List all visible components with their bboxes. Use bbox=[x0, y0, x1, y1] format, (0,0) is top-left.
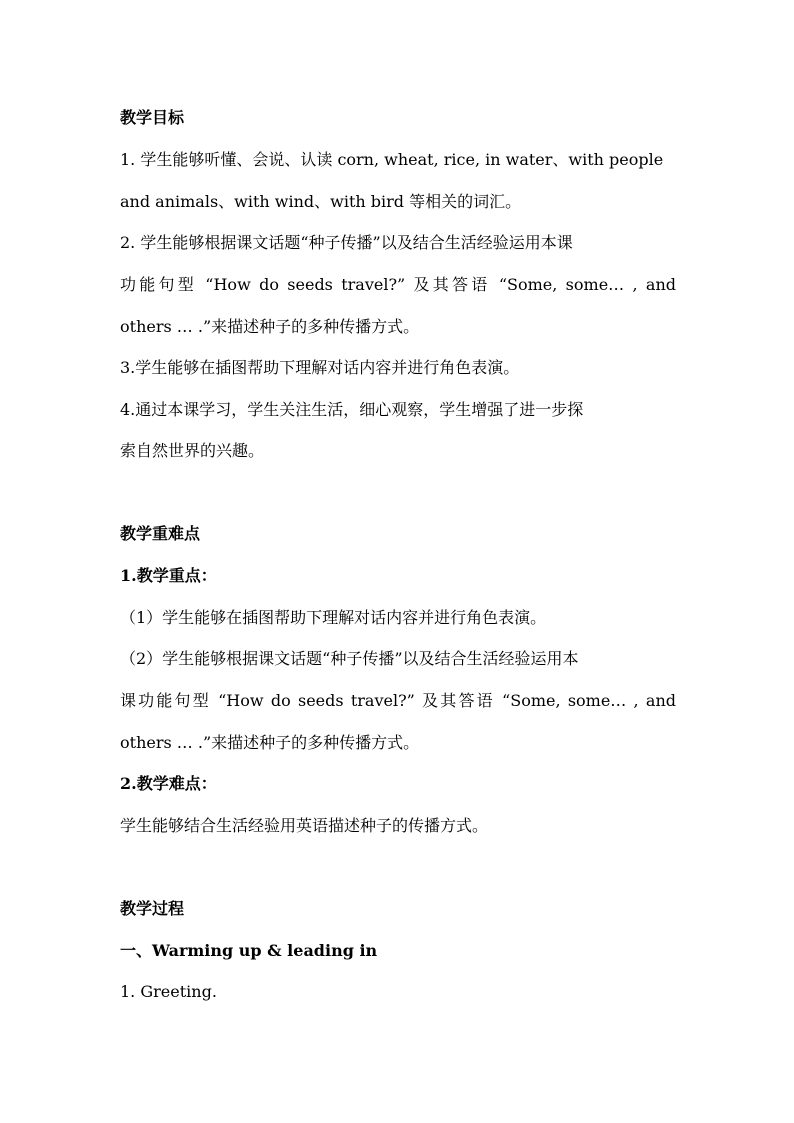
difficulty-1: 学生能够结合生活经验用英语描述种子的传播方式。 bbox=[120, 816, 489, 835]
goal-1-line-2: and animals、with wind、with bird 等相关的词汇。 bbox=[120, 192, 522, 211]
process-step-1: 1. Greeting. bbox=[120, 982, 217, 1001]
focus-1: （1）学生能够在插图帮助下理解对话内容并进行角色表演。 bbox=[120, 608, 547, 627]
difficulty-heading: 2.教学难点： bbox=[120, 774, 217, 793]
process-section-1: 一、Warming up & leading in bbox=[120, 941, 378, 960]
focus-2-line-1: （2）学生能够根据课文话题“种子传播”以及结合生活经验运用本 bbox=[120, 649, 579, 668]
goal-4-line-2: 索自然世界的兴趣。 bbox=[120, 441, 265, 460]
focus-heading: 1.教学重点： bbox=[120, 566, 217, 585]
goal-4-line-1: 4.通过本课学习，学生关注生活，细心观察，学生增强了进一步探 bbox=[120, 400, 584, 419]
goal-1-line-1: 1. 学生能够听懂、会说、认读 corn, wheat, rice, in water、with people bbox=[120, 150, 664, 169]
process-heading: 教学过程 bbox=[120, 899, 185, 918]
focus-2-line-3: others … .”来描述种子的多种传播方式。 bbox=[120, 733, 420, 752]
focus-2-line-2: 课功能句型 “How do seeds travel?” 及其答语 “Some, some… , and bbox=[120, 691, 676, 710]
goal-3: 3.学生能够在插图帮助下理解对话内容并进行角色表演。 bbox=[120, 358, 520, 377]
goal-2-line-1: 2. 学生能够根据课文话题“种子传播”以及结合生活经验运用本课 bbox=[120, 233, 573, 252]
goal-2-line-3: others … .”来描述种子的多种传播方式。 bbox=[120, 317, 420, 336]
goal-2-line-2: 功能句型 “How do seeds travel?” 及其答语 “Some, some… , and bbox=[120, 275, 676, 294]
key-points-heading: 教学重难点 bbox=[120, 524, 201, 543]
goals-heading: 教学目标 bbox=[120, 108, 185, 127]
